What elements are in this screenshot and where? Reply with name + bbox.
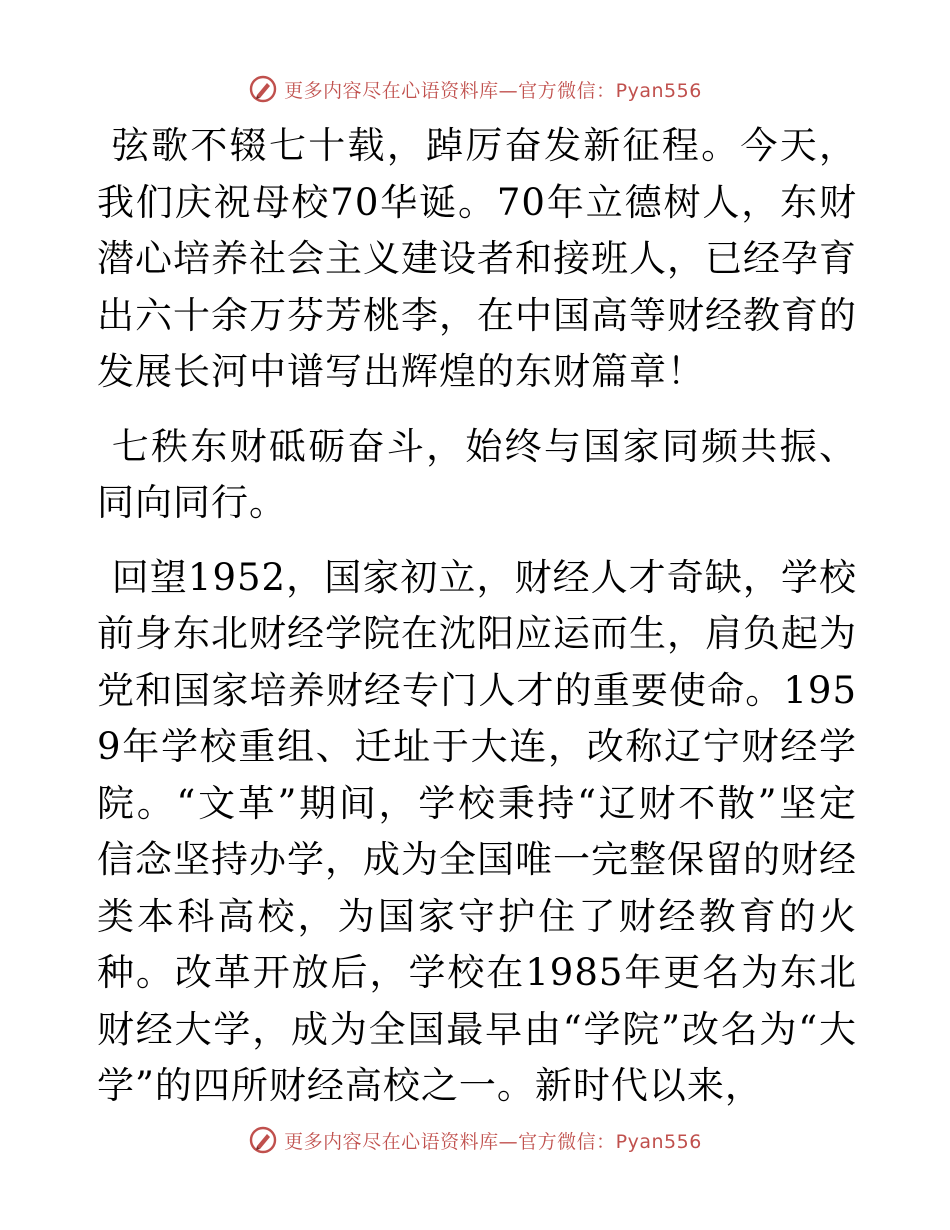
paragraph-3: 回望1952，国家初立，财经人才奇缺，学校前身东北财经学院在沈阳应运而生，肩负起为党和国家培养财经专门人才的重要使命。1959年学校重组、迁址于大连，改称辽宁财经学院。“文革”期间，学校秉持“辽财不散”坚定信念坚持办学，成为全国唯一完整保留的财经类本科高校，为国家守护住了财经教育的火种。改革开放后，学校在1985年更名为东北财经大学，成为全国最早由“学院”改名为“大学”的四所财经高校之一。新时代以来， — [97, 555, 857, 1107]
pen-logo-icon — [248, 1125, 278, 1155]
paragraph-1: 弦歌不辍七十载，踔厉奋发新征程。今天，我们庆祝母校70华诞。70年立德树人，东财潜心培养社会主义建设者和接班人，已经孕育出六十余万芬芳桃李，在中国高等财经教育的发展长河中谱写出辉煌的东财篇章！ — [97, 124, 857, 393]
footer-watermark — [0, 1125, 950, 1155]
paragraph-2: 七秩东财砥砺奋斗，始终与国家同频共振、同向同行。 — [97, 424, 857, 524]
watermark-text: 更多内容尽在心语资料库—官方微信：Pyan556 — [284, 79, 702, 102]
watermark-text: 更多内容尽在心语资料库—官方微信：Pyan556 — [284, 1130, 702, 1153]
article-body — [97, 118, 857, 1133]
header-watermark — [0, 74, 950, 104]
pen-logo-icon — [248, 74, 278, 104]
